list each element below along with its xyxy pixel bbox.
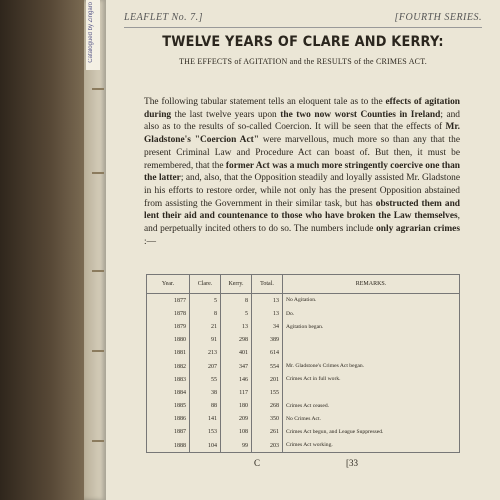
left-page-edge xyxy=(84,0,106,500)
leaflet-number: LEAFLET No. 7.] xyxy=(124,12,203,23)
crimes-table xyxy=(146,274,460,453)
table-row xyxy=(147,307,460,320)
cell-total: 155 xyxy=(252,386,283,399)
cell-year: 1878 xyxy=(147,307,190,320)
cell-remarks: No Crimes Act. xyxy=(283,413,460,426)
cell-year: 1879 xyxy=(147,320,190,333)
cell-clare: 104 xyxy=(190,439,221,453)
cell-year: 1880 xyxy=(147,334,190,347)
table-row xyxy=(147,413,460,426)
body-emphasis: effects of agitation during xyxy=(144,97,460,120)
table-row xyxy=(147,360,460,373)
cell-total: 389 xyxy=(252,334,283,347)
cell-clare: 21 xyxy=(190,320,221,333)
table-row xyxy=(147,294,460,308)
cell-remarks xyxy=(283,386,460,399)
series-label: [FOURTH SERIES. xyxy=(394,12,482,23)
cell-year: 1888 xyxy=(147,439,190,453)
cell-year: 1885 xyxy=(147,400,190,413)
header-rule xyxy=(124,27,482,28)
cell-remarks: Crimes Act ceased. xyxy=(283,400,460,413)
binding-stitch xyxy=(92,172,104,174)
body-paragraph xyxy=(144,96,460,248)
binding-stitch xyxy=(92,270,104,272)
cell-remarks: Crimes Act in full work. xyxy=(283,373,460,386)
cell-remarks xyxy=(283,347,460,360)
page-number: [33 xyxy=(346,458,358,468)
body-emphasis: only agrarian crimes xyxy=(376,224,460,235)
cell-clare: 213 xyxy=(190,347,221,360)
cell-clare: 153 xyxy=(190,426,221,439)
cell-remarks: Mr. Gladstone's Crimes Act began. xyxy=(283,360,460,373)
cell-total: 614 xyxy=(252,347,283,360)
catalogue-sticker: Catalogued by Zingaro xyxy=(86,0,100,70)
table-row xyxy=(147,400,460,413)
col-total: Total. xyxy=(252,275,283,294)
cell-remarks: Crimes Act working. xyxy=(283,439,460,453)
body-emphasis: obstructed them and lent their aid and countenance to those who have broken the Law themselves xyxy=(144,198,460,222)
table-row xyxy=(147,439,460,453)
cell-clare: 38 xyxy=(190,386,221,399)
leaflet-page xyxy=(106,0,500,500)
cell-clare: 55 xyxy=(190,373,221,386)
cell-clare: 5 xyxy=(190,294,221,308)
page-subtitle: THE EFFECTS of AGITATION and the RESULTS of the CRIMES ACT. xyxy=(179,57,427,66)
body-emphasis: Mr. Gladstone's "Coercion Act" xyxy=(144,122,460,146)
body-emphasis: former Act was a much more stringently coercive one than the latter xyxy=(144,160,461,184)
cell-year: 1884 xyxy=(147,386,190,399)
binding-stitch xyxy=(92,350,104,352)
cell-total: 268 xyxy=(252,400,283,413)
cell-year: 1882 xyxy=(147,360,190,373)
cell-clare: 91 xyxy=(190,334,221,347)
cell-year: 1887 xyxy=(147,426,190,439)
cell-remarks: Agitation began. xyxy=(283,320,460,333)
cell-total: 201 xyxy=(252,373,283,386)
cell-total: 13 xyxy=(252,294,283,308)
cell-total: 350 xyxy=(252,413,283,426)
cell-kerry: 5 xyxy=(221,307,252,320)
body-text: ; and, also, that the Opposition steadily and loyally assisted Mr. Gladstone in his efforts to restore order, while not only has the present Opposition abstained from assisting the Government in their similar task, but has xyxy=(144,173,461,209)
col-year: Year. xyxy=(147,275,190,294)
col-clare: Clare. xyxy=(190,275,221,294)
table-body xyxy=(147,294,460,453)
cell-total: 13 xyxy=(252,307,283,320)
table-row xyxy=(147,373,460,386)
cell-year: 1886 xyxy=(147,413,190,426)
cell-kerry: 401 xyxy=(221,347,252,360)
cell-kerry: 146 xyxy=(221,373,252,386)
cell-kerry: 108 xyxy=(221,426,252,439)
cell-remarks: No Agitation. xyxy=(283,294,460,308)
table-row xyxy=(147,426,460,439)
cell-remarks xyxy=(283,334,460,347)
running-header xyxy=(124,12,482,23)
cell-kerry: 8 xyxy=(221,294,252,308)
cell-total: 554 xyxy=(252,360,283,373)
body-text: , and perpetually incited others to do so. The numbers include xyxy=(144,211,460,235)
cell-kerry: 209 xyxy=(221,413,252,426)
cell-year: 1877 xyxy=(147,294,190,308)
body-text: :— xyxy=(144,236,156,247)
col-remarks: REMARKS. xyxy=(283,275,460,294)
cell-kerry: 298 xyxy=(221,334,252,347)
cell-remarks: Crimes Act begun, and League Suppressed. xyxy=(283,426,460,439)
cell-kerry: 180 xyxy=(221,400,252,413)
binding-stitch xyxy=(92,440,104,442)
cell-kerry: 99 xyxy=(221,439,252,453)
table-row xyxy=(147,347,460,360)
body-text: were marvellous, much more so than any that the present Criminal Law and Procedure Act can boast of. But then, it must be remembered, that the xyxy=(144,135,460,171)
table-row xyxy=(147,386,460,399)
cell-clare: 207 xyxy=(190,360,221,373)
page-title: TWELVE YEARS OF CLARE AND KERRY: xyxy=(162,34,444,50)
body-emphasis: the two now worst Counties in Ireland xyxy=(280,109,441,120)
body-text: The following tabular statement tells an eloquent tale as to the xyxy=(144,97,386,107)
body-text: the last twelve years upon xyxy=(171,109,281,120)
cell-total: 261 xyxy=(252,426,283,439)
cell-clare: 88 xyxy=(190,400,221,413)
cell-total: 34 xyxy=(252,320,283,333)
cell-total: 203 xyxy=(252,439,283,453)
body-text: ; and also as to the results of so-called Coercion. It will be seen that the effects of xyxy=(144,109,460,133)
cell-remarks: Do. xyxy=(283,307,460,320)
cell-kerry: 13 xyxy=(221,320,252,333)
cell-kerry: 347 xyxy=(221,360,252,373)
cell-kerry: 117 xyxy=(221,386,252,399)
col-kerry: Kerry. xyxy=(221,275,252,294)
table-row xyxy=(147,320,460,333)
cell-year: 1881 xyxy=(147,347,190,360)
table-row xyxy=(147,334,460,347)
cell-clare: 141 xyxy=(190,413,221,426)
cell-clare: 8 xyxy=(190,307,221,320)
binding-stitch xyxy=(92,88,104,90)
book-spine xyxy=(0,0,84,500)
signature-mark: C xyxy=(254,458,261,468)
table-header-row xyxy=(147,275,460,294)
cell-year: 1883 xyxy=(147,373,190,386)
